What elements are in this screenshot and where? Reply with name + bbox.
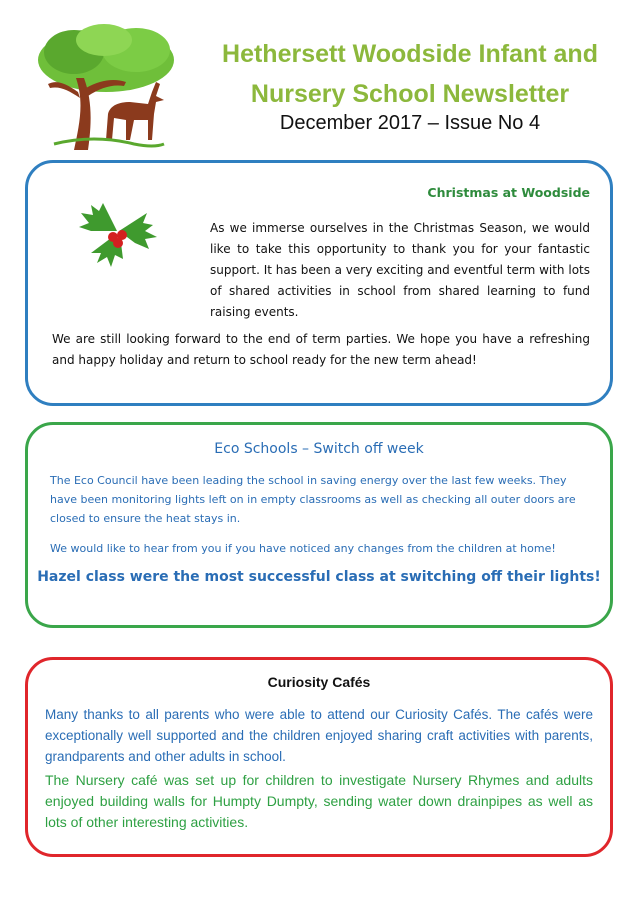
christmas-heading: Christmas at Woodside — [427, 185, 590, 200]
newsletter-title: Hethersett Woodside Infant and Nursery School Newsletter — [222, 40, 598, 108]
curiosity-paragraph-1: Many thanks to all parents who were able to attend our Curiosity Cafés. The cafés were exceptionally well supported and the children enjoyed sharing craft activities with parents, grandparents and other adults in school. — [45, 707, 593, 764]
christmas-paragraph-1: As we immerse ourselves in the Christmas Season, we would like to take this opportunity to thank you for your fantastic support. It has been a very exciting and eventful term with lots of shared activities in school from shared learning to fund raising events. — [210, 221, 590, 319]
eco-heading: Eco Schools – Switch off week — [214, 441, 424, 457]
christmas-paragraph-2: We are still looking forward to the end of term parties. We hope you have a refreshing and happy holiday and return to school ready for the new term ahead! — [52, 332, 590, 367]
eco-paragraph-1: The Eco Council have been leading the school in saving energy over the last few weeks. They have been monitoring lights left on in empty classrooms as well as checking all outer doors are closed to ensure the heat stays in. — [50, 474, 576, 525]
eco-schools-section — [25, 422, 613, 628]
tree-and-deer-logo — [34, 22, 176, 152]
issue-line: December 2017 – Issue No 4 — [279, 112, 541, 134]
christmas-section — [25, 160, 613, 406]
eco-paragraph-2: We would like to hear from you if you have noticed any changes from the children at home! — [50, 542, 556, 555]
curiosity-cafes-section — [25, 657, 613, 857]
curiosity-heading: Curiosity Cafés — [267, 674, 371, 690]
curiosity-paragraph-2: The Nursery café was set up for children to investigate Nursery Rhymes and adults enjoyed building walls for Humpty Dumpty, sending water down drainpipes as well as lots of other interesting activities. — [45, 772, 593, 830]
eco-highlight: Hazel class were the most successful class at switching off their lights! — [37, 569, 601, 585]
holly-icon — [73, 191, 163, 271]
